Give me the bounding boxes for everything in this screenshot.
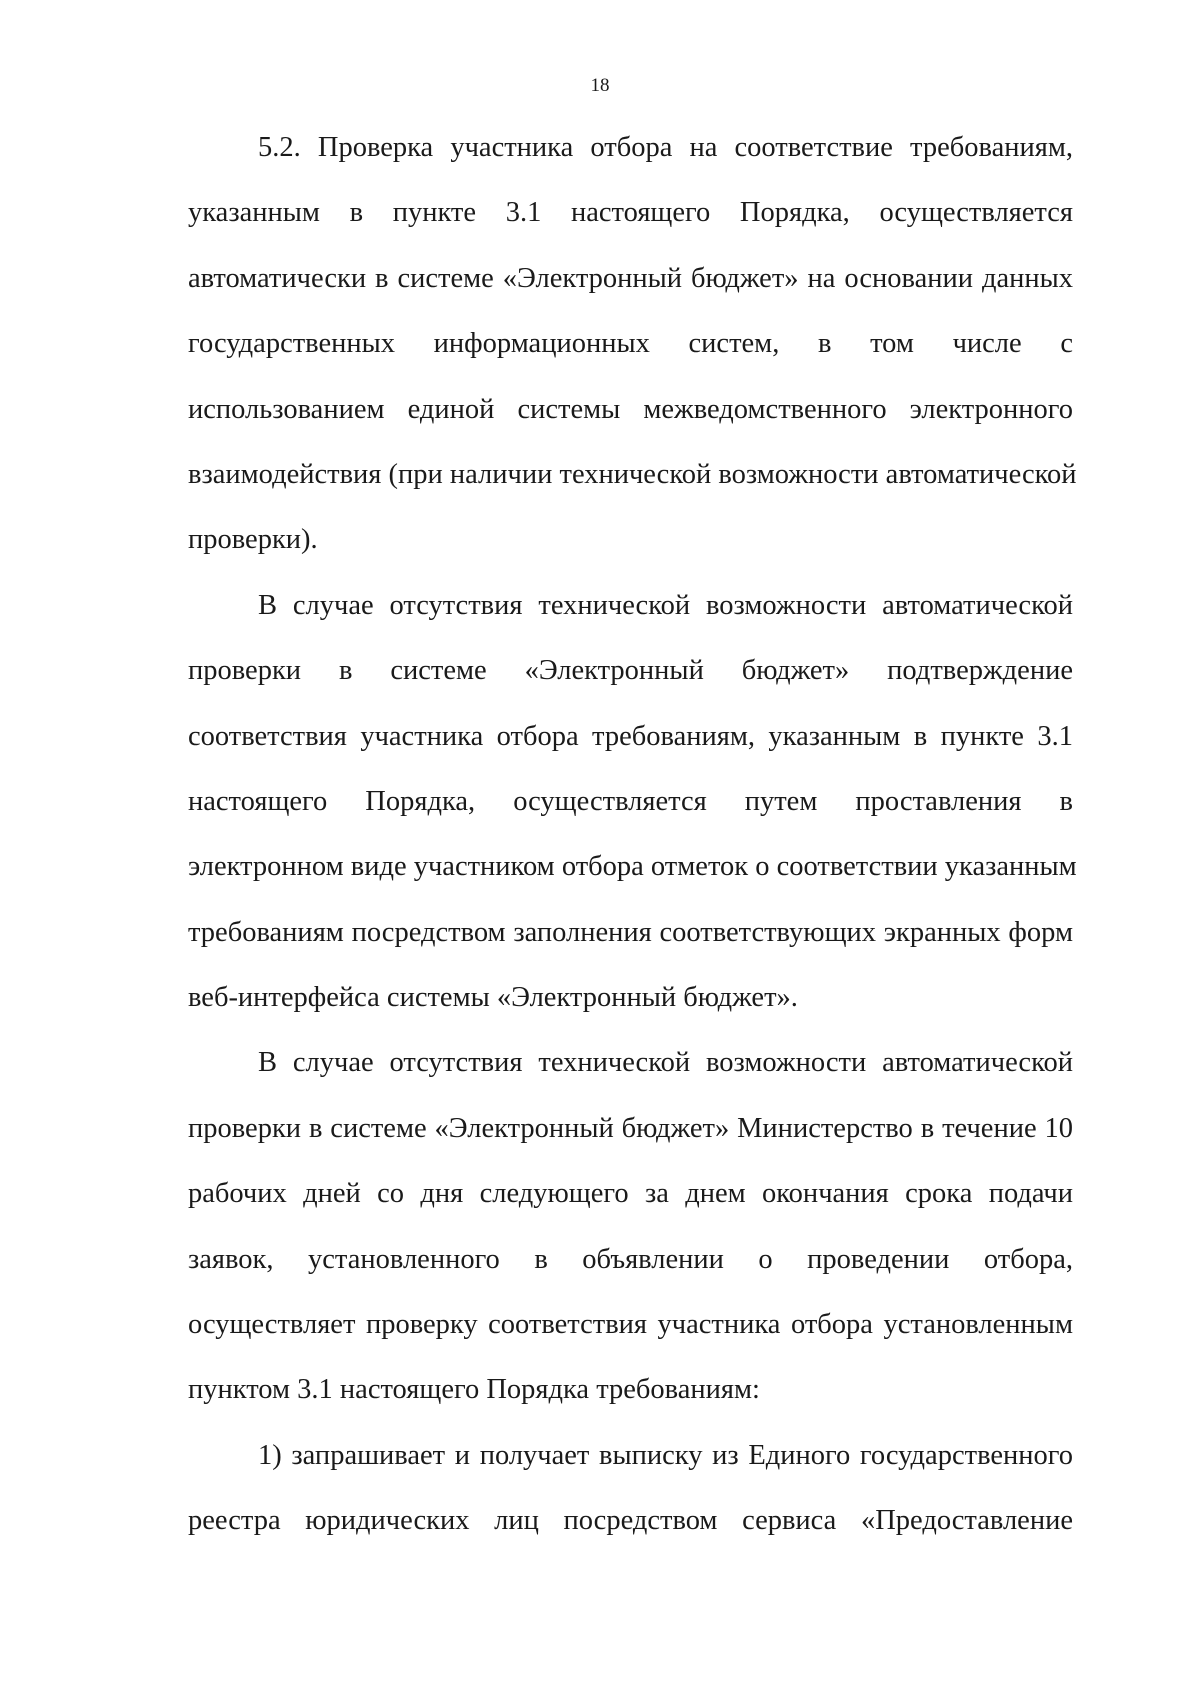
text-line: взаимодействия (при наличии технической возможности автоматической — [188, 458, 1077, 490]
text-line: В случае отсутствия технической возможности автоматической — [258, 589, 1073, 621]
text-line: реестра юридических лиц посредством сервиса «Предоставление — [188, 1505, 1073, 1537]
text-line: указанным в пункте 3.1 настоящего Порядка, осуществляется — [188, 197, 1073, 229]
text-line: 5.2. Проверка участника отбора на соответствие требованиям, — [258, 132, 1073, 163]
text-line: веб-интерфейса системы «Электронный бюджет». — [188, 982, 798, 1014]
text-line: требованиям посредством заполнения соответствующих экранных форм — [188, 916, 1073, 948]
text-line: соответствия участника отбора требованиям, указанным в пункте 3.1 — [188, 720, 1073, 752]
paragraph-manual-confirmation — [188, 586, 1077, 1044]
text-line: В случае отсутствия технической возможности автоматической — [258, 1047, 1073, 1079]
text-line: использованием единой системы межведомственного электронного — [188, 393, 1073, 425]
text-line: 1) запрашивает и получает выписку из Единого государственного — [258, 1439, 1073, 1471]
text-line: осуществляет проверку соответствия участника отбора установленным — [188, 1309, 1073, 1341]
document-body — [188, 128, 1077, 1567]
page-number: 18 — [590, 75, 610, 96]
paragraph-5-2 — [188, 128, 1077, 586]
paragraph-ministry-check — [188, 1043, 1073, 1435]
text-line: рабочих дней со дня следующего за днем окончания срока подачи — [188, 1178, 1073, 1210]
text-line: автоматически в системе «Электронный бюджет» на основании данных — [188, 262, 1073, 294]
list-item-1 — [188, 1436, 1073, 1567]
text-line: заявок, установленного в объявлении о проведении отбора, — [188, 1243, 1073, 1275]
text-line: государственных информационных систем, в том числе с — [188, 328, 1073, 360]
text-line: проверки в системе «Электронный бюджет» Министерство в течение 10 — [188, 1112, 1073, 1144]
text-line: настоящего Порядка, осуществляется путем проставления в — [188, 785, 1073, 817]
text-line: проверки в системе «Электронный бюджет» подтверждение — [188, 655, 1073, 687]
text-line: электронном виде участником отбора отметок о соответствии указанным — [188, 851, 1077, 883]
text-line: проверки). — [188, 524, 318, 556]
text-line: пунктом 3.1 настоящего Порядка требованиям: — [188, 1374, 760, 1406]
